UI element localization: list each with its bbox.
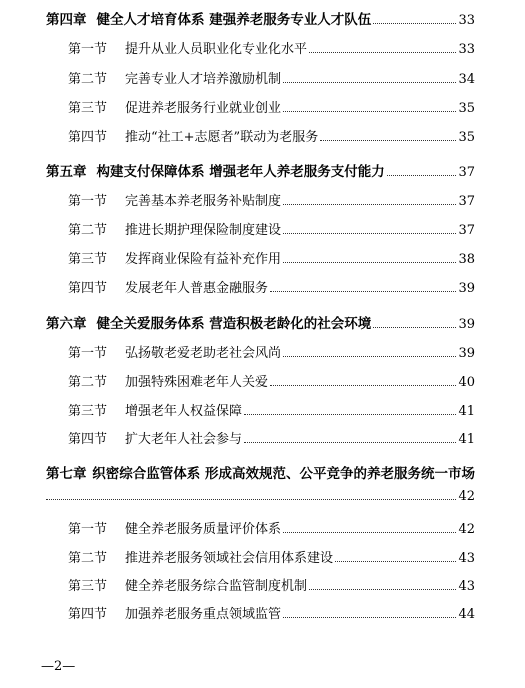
toc-chapter-4[interactable]	[46, 8, 475, 28]
chapter-title: 健全人才培育体系 建强养老服务专业人才队伍	[96, 12, 372, 28]
section-label: 第三节	[68, 404, 108, 419]
toc-section[interactable]	[68, 518, 475, 537]
page-number: 35	[458, 101, 475, 116]
dot-leader	[270, 291, 456, 292]
toc-section[interactable]	[68, 342, 475, 361]
dot-leader	[309, 589, 456, 590]
section-label: 第三节	[68, 579, 108, 594]
dot-leader	[309, 52, 456, 53]
section-title: 发展老年人普惠金融服务	[125, 281, 269, 296]
section-label: 第一节	[68, 346, 108, 361]
chapter-label: 第五章	[46, 164, 87, 180]
toc-section[interactable]	[68, 277, 475, 296]
toc-section[interactable]	[68, 38, 475, 57]
dot-leader	[270, 385, 456, 386]
section-label: 第一节	[68, 522, 108, 537]
toc-section[interactable]	[68, 68, 475, 87]
section-label: 第四节	[68, 432, 108, 447]
section-title: 健全养老服务综合监管制度机制	[125, 579, 308, 594]
section-label: 第四节	[68, 130, 108, 145]
page-number: 39	[458, 317, 475, 332]
toc-section[interactable]	[68, 575, 475, 594]
page-number: 41	[458, 432, 475, 447]
section-title: 推进长期护理保险制度建设	[125, 223, 282, 238]
section-label: 第四节	[68, 607, 108, 622]
dot-leader	[283, 233, 456, 234]
section-label: 第三节	[68, 252, 108, 267]
section-title: 促进养老服务行业就业创业	[125, 101, 282, 116]
section-label: 第一节	[68, 194, 108, 209]
chapter-label: 第六章	[46, 316, 87, 332]
section-title: 完善基本养老服务补贴制度	[125, 194, 282, 209]
chapter-title: 构建支付保障体系 增强老年人养老服务支付能力	[96, 164, 385, 180]
page-number: 40	[458, 375, 475, 390]
page-number: 42	[458, 522, 475, 537]
page-number: 43	[458, 579, 475, 594]
toc-section[interactable]	[68, 97, 475, 116]
chapter-title: 健全关爱服务体系 营造积极老龄化的社会环境	[96, 316, 372, 332]
toc-section[interactable]	[68, 190, 475, 209]
dot-leader	[244, 414, 456, 415]
page-number: 35	[458, 130, 475, 145]
dot-leader	[373, 327, 456, 328]
dot-leader	[283, 262, 456, 263]
page-number: 37	[458, 194, 475, 209]
dot-leader	[283, 356, 456, 357]
toc-chapter-5[interactable]	[46, 160, 475, 180]
toc-section[interactable]	[68, 371, 475, 390]
dot-leader	[283, 532, 456, 533]
dot-leader	[320, 140, 456, 141]
dot-leader	[373, 23, 456, 24]
section-title: 发挥商业保险有益补充作用	[125, 252, 282, 267]
toc-chapter-7[interactable]	[46, 462, 475, 482]
page-number: 37	[458, 165, 475, 180]
section-title: 健全养老服务质量评价体系	[125, 522, 282, 537]
toc-section[interactable]	[68, 547, 475, 566]
page-number: 42	[458, 489, 475, 504]
dot-leader	[283, 111, 456, 112]
toc-section[interactable]	[68, 248, 475, 267]
page-number: 39	[458, 281, 475, 296]
toc-section[interactable]	[68, 126, 475, 145]
dot-leader	[283, 204, 456, 205]
page-number: 41	[458, 404, 475, 419]
section-title: 完善专业人才培养激励机制	[125, 72, 282, 87]
dot-leader	[244, 442, 456, 443]
section-label: 第四节	[68, 281, 108, 296]
section-title: 弘扬敬老爱老助老社会风尚	[125, 346, 282, 361]
page-number: 34	[458, 72, 475, 87]
page-footer-number: —2—	[41, 659, 76, 674]
chapter-title: 织密综合监管体系 形成高效规范、公平竞争的养老服务统一市场	[92, 466, 475, 482]
toc-section[interactable]	[68, 400, 475, 419]
section-title: 扩大老年人社会参与	[125, 432, 243, 447]
toc-section[interactable]	[68, 603, 475, 622]
toc-chapter-7-continuation[interactable]	[46, 489, 475, 504]
section-title: 加强特殊困难老年人关爱	[125, 375, 269, 390]
chapter-label: 第七章	[46, 466, 87, 482]
toc-chapter-6[interactable]	[46, 312, 475, 332]
dot-leader	[283, 617, 456, 618]
section-label: 第二节	[68, 375, 108, 390]
section-title: 加强养老服务重点领域监管	[125, 607, 282, 622]
section-label: 第三节	[68, 101, 108, 116]
page-number: 33	[458, 42, 475, 57]
page-number: 44	[458, 607, 475, 622]
page-number: 38	[458, 252, 475, 267]
section-label: 第二节	[68, 223, 108, 238]
page-number: 33	[458, 13, 475, 28]
toc-section[interactable]	[68, 219, 475, 238]
section-title: 推动“社工+志愿者”联动为老服务	[125, 130, 319, 145]
section-label: 第一节	[68, 42, 108, 57]
dot-leader	[387, 175, 457, 176]
dot-leader	[46, 499, 456, 500]
dot-leader	[335, 561, 456, 562]
page-number: 39	[458, 346, 475, 361]
chapter-label: 第四章	[46, 12, 87, 28]
section-title: 增强老年人权益保障	[125, 404, 243, 419]
toc-section[interactable]	[68, 428, 475, 447]
section-label: 第二节	[68, 72, 108, 87]
page-number: 43	[458, 551, 475, 566]
section-title: 推进养老服务领域社会信用体系建设	[125, 551, 334, 566]
section-title: 提升从业人员职业化专业化水平	[125, 42, 308, 57]
dot-leader	[283, 82, 456, 83]
page-number: 37	[458, 223, 475, 238]
section-label: 第二节	[68, 551, 108, 566]
